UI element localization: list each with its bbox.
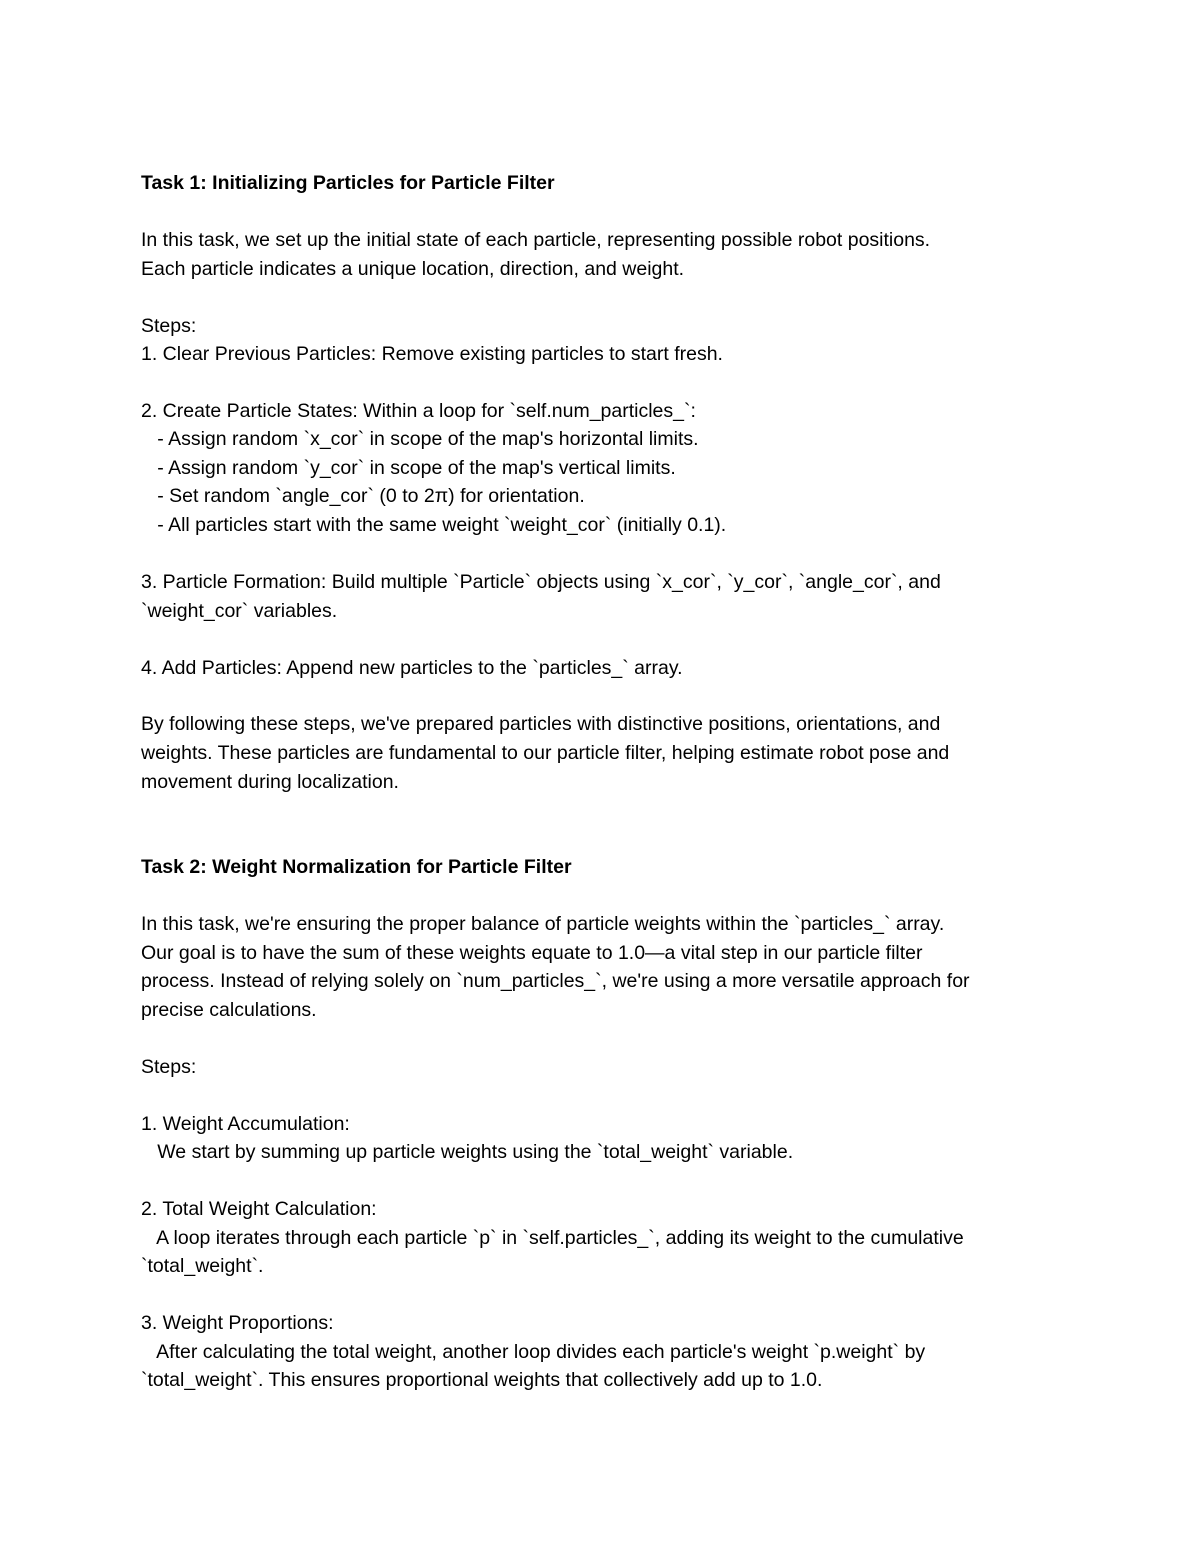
task1-intro-line: Each particle indicates a unique location, direction, and weight. bbox=[141, 258, 685, 280]
task2-heading: Task 2: Weight Normalization for Particle Filter bbox=[141, 856, 572, 878]
task2-step-2-body: A loop iterates through each particle `p` in `self.particles_`, adding its weight to the cumulative bbox=[141, 1227, 964, 1249]
task2-step-1-title: 1. Weight Accumulation: bbox=[141, 1113, 350, 1135]
task1-heading: Task 1: Initializing Particles for Particle Filter bbox=[141, 172, 555, 194]
task1-conclusion-line: movement during localization. bbox=[141, 771, 399, 793]
task1-conclusion-line: By following these steps, we've prepared particles with distinctive positions, orientations, and bbox=[141, 713, 941, 735]
task1-step-2-bullet: - Set random `angle_cor` (0 to 2π) for orientation. bbox=[141, 485, 585, 507]
task1-step-2-bullet: - All particles start with the same weight `weight_cor` (initially 0.1). bbox=[141, 514, 727, 536]
task1-step-3: `weight_cor` variables. bbox=[141, 600, 338, 622]
task1-conclusion-line: weights. These particles are fundamental to our particle filter, helping estimate robot pose and bbox=[141, 742, 950, 764]
task2-step-1-body: We start by summing up particle weights using the `total_weight` variable. bbox=[141, 1141, 794, 1163]
task2-step-3-body: After calculating the total weight, another loop divides each particle's weight `p.weight` by bbox=[141, 1341, 926, 1363]
task1-steps-label: Steps: bbox=[141, 315, 197, 337]
task2-intro-line: precise calculations. bbox=[141, 999, 317, 1021]
task1-intro-line: In this task, we set up the initial state of each particle, representing possible robot positions. bbox=[141, 229, 931, 251]
task1-step-3: 3. Particle Formation: Build multiple `Particle` objects using `x_cor`, `y_cor`, `angle_cor`, and bbox=[141, 571, 941, 593]
task2-step-2-title: 2. Total Weight Calculation: bbox=[141, 1198, 377, 1220]
task2-intro-line: Our goal is to have the sum of these weights equate to 1.0—a vital step in our particle filter bbox=[141, 942, 923, 964]
task1-step-1: 1. Clear Previous Particles: Remove existing particles to start fresh. bbox=[141, 343, 723, 365]
task1-step-2-bullet: - Assign random `x_cor` in scope of the map's horizontal limits. bbox=[141, 428, 699, 450]
task2-step-3-title: 3. Weight Proportions: bbox=[141, 1312, 334, 1334]
task2-step-2-body: `total_weight`. bbox=[141, 1255, 264, 1277]
task2-intro-line: In this task, we're ensuring the proper balance of particle weights within the `particles_` array. bbox=[141, 913, 945, 935]
task1-step-2: 2. Create Particle States: Within a loop for `self.num_particles_`: bbox=[141, 400, 696, 422]
task2-steps-label: Steps: bbox=[141, 1056, 197, 1078]
task1-step-2-bullet: - Assign random `y_cor` in scope of the map's vertical limits. bbox=[141, 457, 676, 479]
task1-step-4: 4. Add Particles: Append new particles to the `particles_` array. bbox=[141, 657, 683, 679]
task2-step-3-body: `total_weight`. This ensures proportional weights that collectively add up to 1.0. bbox=[141, 1369, 823, 1391]
task2-intro-line: process. Instead of relying solely on `num_particles_`, we're using a more versatile approach for bbox=[141, 970, 970, 992]
